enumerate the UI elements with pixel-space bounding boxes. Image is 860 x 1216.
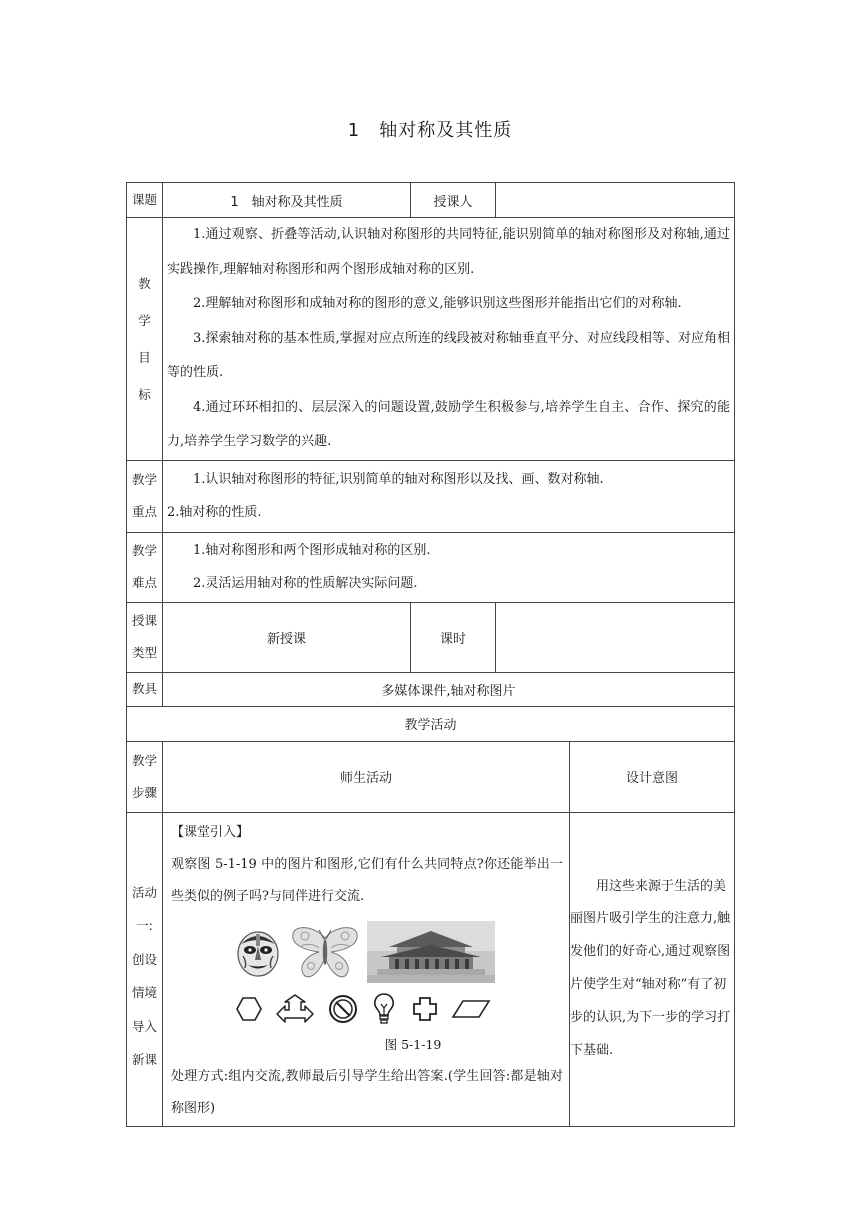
steps-header-row xyxy=(127,741,735,812)
design-intent-text: 用这些来源于生活的美丽图片吸引学生的注意力,触发他们的好奇心,通过观察图片使学生对“轴对称”有了初步的认识,为下一步的学习打下基础. xyxy=(570,878,731,1058)
key-points-row xyxy=(127,460,735,532)
opera-mask-icon xyxy=(235,926,281,978)
objectives-row xyxy=(127,218,735,461)
key-point-item: 1.认识轴对称图形的特征,识别简单的轴对称图形以及找、画、数对称轴. xyxy=(193,472,604,487)
difficulty-item: 1.轴对称图形和两个图形成轴对称的区别. xyxy=(193,543,431,558)
activity-one-row xyxy=(127,812,735,1126)
no-sign-icon xyxy=(327,993,359,1025)
design-intent xyxy=(570,812,735,1126)
difficulty-item: 2.灵活运用轴对称的性质解决实际问题. xyxy=(193,576,418,591)
topic-row xyxy=(127,183,735,218)
lesson-type-value: 新授课 xyxy=(163,602,411,672)
objective-item: 1.通过观察、折叠等活动,认识轴对称图形的共同特征,能识别简单的轴对称图形及对称轴,通过实践操作,理解轴对称图形和两个图形成轴对称的区别. xyxy=(167,227,730,277)
teacher-label: 授课人 xyxy=(411,183,496,218)
steps-label: 教学 步骤 xyxy=(127,741,163,812)
palace-icon xyxy=(367,921,495,983)
intro-title: 【课堂引入】 xyxy=(171,824,250,840)
hexagon-icon xyxy=(235,996,263,1022)
objectives-label: 教 学 目 标 xyxy=(127,218,163,461)
tools-value: 多媒体课件,轴对称图片 xyxy=(163,672,735,706)
lesson-type-row xyxy=(127,602,735,672)
butterfly-icon xyxy=(289,924,361,980)
key-points-label: 教学 重点 xyxy=(127,460,163,532)
objective-item: 3.探索轴对称的基本性质,掌握对应点所连的线段被对称轴垂直平分、对应线段相等、对应角相等的性质. xyxy=(167,330,730,380)
activity-column-header: 师生活动 xyxy=(163,741,570,812)
difficulties-content xyxy=(163,532,735,602)
difficulties-row xyxy=(127,532,735,602)
objectives-content xyxy=(163,218,735,461)
lesson-plan-table xyxy=(126,182,735,1127)
figure-caption: 图 5-1-19 xyxy=(384,1036,442,1052)
method-text: 处理方式:组内交流,教师最后引导学生给出答案.(学生回答:都是轴对称图形) xyxy=(171,1068,563,1116)
intro-question: 观察图 5-1-19 中的图片和图形,它们有什么共同特点?你还能举出一些类似的例子吗?与同伴进行交流. xyxy=(171,856,563,904)
teacher-value xyxy=(496,183,735,218)
objective-item: 2.理解轴对称图形和成轴对称的图形的意义,能够识别这些图形并能指出它们的对称轴. xyxy=(193,296,682,311)
tools-row xyxy=(127,672,735,706)
key-points-content xyxy=(163,460,735,532)
parallelogram-icon xyxy=(451,997,491,1021)
figure-5-1-19 xyxy=(163,913,569,1061)
lesson-hours-value xyxy=(496,602,735,672)
difficulties-label: 教学 难点 xyxy=(127,532,163,602)
design-column-header: 设计意图 xyxy=(570,741,735,812)
activities-header: 教学活动 xyxy=(127,706,735,741)
activity-one-label: 活动 一: 创设 情境 导入 新课 xyxy=(127,812,163,1126)
activity-one-content xyxy=(163,812,570,1126)
tools-label: 教具 xyxy=(127,672,163,706)
lesson-type-label: 授课 类型 xyxy=(127,602,163,672)
lightbulb-icon xyxy=(371,992,397,1026)
topic-label: 课题 xyxy=(127,183,163,218)
cross-icon xyxy=(411,995,439,1023)
double-arrow-icon xyxy=(275,994,315,1024)
objective-item: 4.通过环环相扣的、层层深入的问题设置,鼓励学生积极参与,培养学生自主、合作、探究的能力,培养学生学习数学的兴趣. xyxy=(167,399,730,449)
lesson-hours-label: 课时 xyxy=(411,602,496,672)
activities-header-row xyxy=(127,706,735,741)
page-title: 1 轴对称及其性质 xyxy=(347,120,513,141)
key-point-item: 2.轴对称的性质. xyxy=(167,505,262,520)
topic-value: 1 轴对称及其性质 xyxy=(163,183,411,218)
